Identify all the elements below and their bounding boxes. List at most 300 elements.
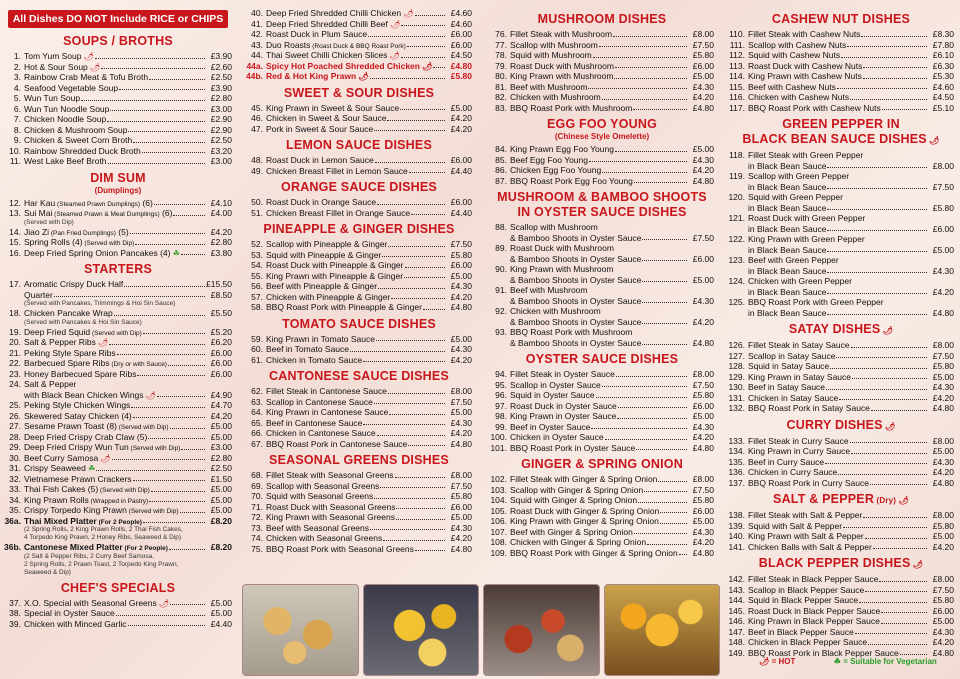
menu-item [490, 306, 714, 317]
item-name-text: Beef with Mushroom [510, 81, 588, 92]
item-price: £4.80 [932, 403, 954, 413]
menu-item [728, 40, 954, 51]
item-price: £7.50 [692, 232, 714, 243]
menu-item [246, 260, 472, 271]
item-price: £8.00 [932, 340, 954, 350]
dot-leader [110, 104, 205, 112]
menu-item [246, 61, 472, 72]
section-heading-text: GINGER & SPRING ONION [521, 457, 683, 471]
item-name-text: Squid in Oyster Sauce [510, 390, 595, 400]
dot-leader [827, 308, 927, 316]
menu-item [728, 297, 954, 308]
item-price: £15.50 [206, 279, 232, 289]
dot-leader [825, 457, 927, 465]
menu-item [4, 495, 232, 506]
item-name-text: Scallop with Ginger & Spring Onion [510, 484, 644, 495]
dot-leader [401, 50, 445, 58]
item-name-text: Roast Duck with Cashew Nuts [748, 60, 863, 71]
item-price: £2.50 [210, 135, 232, 145]
dot-leader [108, 156, 205, 164]
dot-leader [838, 467, 927, 475]
legend [740, 657, 956, 666]
item-name [24, 516, 142, 527]
item-description-text: (Served with Dip) [91, 329, 142, 337]
dot-leader [387, 113, 445, 121]
menu-item [728, 340, 954, 351]
legend-hot: 🌶 = HOT [759, 657, 796, 666]
section-heading [246, 180, 472, 195]
item-price: £4.30 [450, 281, 472, 291]
menu-item [4, 453, 232, 464]
item-name [748, 192, 843, 203]
no-rice-banner: All Dishes DO NOT Include RICE or CHIPS [8, 10, 228, 28]
dot-leader [642, 233, 687, 241]
item-number: 84. [495, 144, 507, 154]
dot-leader [423, 302, 445, 310]
chili-icon: 🌶 [95, 338, 109, 347]
item-number: 146. [728, 616, 745, 626]
item-name [510, 275, 641, 286]
dot-leader [599, 40, 687, 48]
item-name-text: Squid with Green Pepper [748, 192, 843, 202]
item-name-text: Honey Barbecued Spare Ribs [24, 368, 137, 379]
item-price: £2.60 [210, 61, 232, 72]
item-name-text: Chicken in Sweet & Sour Sauce [266, 113, 387, 123]
item-name-text: King Prawn with Salt & Pepper [748, 531, 864, 541]
section-heading-note-text: (Dry) [876, 496, 897, 505]
item-name [266, 250, 381, 261]
item-price: £3.90 [210, 51, 232, 61]
spacer [839, 255, 954, 266]
item-name [748, 203, 826, 214]
item-number: 61. [251, 354, 263, 365]
item-name-text: BBQ Roast Pork Egg Foo Young [510, 175, 633, 186]
item-price: £2.80 [210, 237, 232, 247]
item-qty [116, 227, 129, 237]
menu-item [246, 208, 472, 219]
dot-leader [169, 542, 205, 550]
item-number: 64. [251, 407, 263, 417]
item-name [266, 8, 414, 19]
menu-item [728, 203, 954, 214]
item-number: 79. [495, 60, 507, 71]
item-number: 37. [9, 597, 21, 608]
item-name-text: Thai Sweet Chilli Chicken Slices [266, 50, 388, 60]
chili-icon: 🌶 [882, 421, 896, 431]
item-number: 112. [729, 50, 745, 60]
item-name [266, 103, 399, 114]
item-number: 3. [13, 72, 21, 82]
item-number: 91. [495, 285, 507, 295]
dot-leader [642, 275, 687, 283]
item-price: £7.50 [932, 350, 954, 361]
item-number: 11. [9, 156, 21, 166]
item-name-text: Fillet Steak with Salt & Pepper [748, 510, 863, 520]
menu-item [728, 542, 954, 553]
item-price: £4.30 [692, 295, 714, 306]
item-name [24, 463, 95, 474]
dot-leader [363, 418, 445, 426]
item-name [266, 407, 388, 418]
item-number: 30. [9, 452, 21, 463]
item-number: 13. [9, 208, 21, 218]
item-name-text: Duo Roasts [266, 39, 311, 50]
item-name [266, 439, 407, 450]
dot-leader [135, 237, 205, 245]
item-name-text: King Prawn with Cashew Nuts [748, 71, 862, 81]
item-price: £5.00 [210, 597, 232, 608]
section-heading-note [874, 496, 896, 505]
item-price: £4.80 [450, 60, 472, 71]
menu-item [4, 348, 232, 359]
item-number: 123. [728, 255, 745, 265]
menu-item [246, 428, 472, 439]
item-number: 20. [9, 337, 21, 347]
dot-leader [433, 61, 445, 69]
menu-item [490, 422, 714, 433]
item-number [490, 233, 510, 244]
item-note: (2 Salt & Pepper Ribs, 2 Curry Beef Samosa, [24, 552, 155, 560]
menu-item [490, 338, 714, 349]
menu-item [728, 182, 954, 193]
item-name [748, 245, 826, 256]
menu-item [728, 287, 954, 298]
item-price: £6.00 [210, 368, 232, 379]
item-name-text: Deep Fried Spring Onion Pancakes (4) [24, 247, 171, 258]
item-name [24, 400, 130, 411]
item-price: £4.90 [210, 389, 232, 400]
dot-leader [95, 51, 205, 59]
item-number: 103. [490, 484, 507, 495]
menu-item [4, 390, 232, 401]
item-description [117, 424, 169, 431]
item-number [728, 287, 748, 298]
item-name-text: Deep Fried Crispy Wun Tun [24, 442, 129, 452]
item-name-text: Scallop with Mushroom [510, 222, 598, 232]
dot-leader [865, 531, 927, 539]
item-name [24, 442, 180, 453]
item-name-text: Chicken with Ginger & Spring Onion [510, 537, 647, 547]
menu-item [246, 197, 472, 208]
item-price: £6.10 [932, 50, 954, 60]
menu-item [246, 71, 472, 82]
item-number: 139. [728, 520, 745, 531]
item-description-text: (Roast Duck & BBQ Roast Pork) [312, 42, 406, 50]
item-number: 98. [495, 411, 507, 421]
item-name-text: BBQ Roast Pork with Seasonal Greens [266, 543, 414, 554]
item-name-text: Scallop with Cashew Nuts [748, 39, 847, 50]
item-name-text: Deep Fried Shredded Chilli Chicken [266, 8, 402, 18]
fried-chicken-photo [363, 584, 480, 676]
item-name [266, 71, 369, 82]
dot-leader [830, 361, 927, 369]
dot-leader [107, 114, 205, 122]
section-heading [246, 86, 472, 101]
item-name [510, 264, 613, 275]
item-name [510, 516, 659, 527]
item-name [24, 505, 179, 516]
section-heading-text: SEASONAL GREENS DISHES [269, 453, 449, 467]
item-number: 129. [728, 371, 745, 382]
section-heading-text: GREEN PEPPER IN [782, 117, 900, 131]
item-price: £5.00 [450, 102, 472, 113]
item-qty-text: Quarter [24, 289, 53, 300]
item-name [266, 124, 373, 135]
item-name [748, 606, 880, 617]
item-name-text: Spring Rolls (4) [24, 237, 83, 247]
spacer [849, 171, 954, 182]
item-name [24, 198, 153, 209]
menu-item [246, 355, 472, 366]
item-number: 49. [251, 165, 263, 176]
item-number: 23. [9, 368, 21, 379]
dot-leader [847, 40, 927, 48]
item-number: 130. [728, 382, 745, 392]
item-name-text: & Bamboo Shoots in Oyster Sauce [510, 295, 642, 306]
item-name-text: Rainbow Crab Meat & Tofu Broth [24, 72, 149, 82]
item-name [510, 165, 601, 176]
menu-item [728, 595, 954, 606]
item-name-text: Fillet Steak with Cashew Nuts [748, 29, 861, 39]
section-heading-text: MUSHROOM DISHES [537, 12, 667, 26]
dot-leader [882, 103, 927, 111]
dot-leader [380, 481, 445, 489]
menu-item [4, 198, 232, 209]
item-price: £4.80 [692, 547, 714, 558]
menu-item [490, 92, 714, 103]
menu-item [4, 279, 232, 290]
menu-column-4 [728, 0, 954, 679]
menu-item [490, 243, 714, 254]
menu-item [246, 512, 472, 523]
item-description-text: (For 2 People) [124, 545, 168, 552]
dot-leader [863, 71, 927, 79]
item-name [748, 234, 865, 245]
item-name-text: Crispy Seaweed [24, 463, 86, 473]
section-heading [490, 457, 714, 472]
dot-leader [679, 548, 687, 556]
chili-icon: 🌶 [98, 453, 111, 463]
item-name [24, 72, 148, 83]
item-name-text: BBQ Roast Pork in Satay Sauce [748, 403, 870, 413]
dot-leader [415, 8, 445, 16]
item-name [748, 297, 884, 308]
item-price: £4.80 [692, 175, 714, 186]
item-name-text: Squid in Black Pepper Sauce [748, 595, 859, 605]
item-name-text: in Black Bean Sauce [748, 181, 827, 192]
item-number: 35. [9, 505, 21, 515]
dot-leader [900, 648, 927, 656]
item-price: £4.40 [450, 165, 472, 176]
item-number [490, 296, 510, 307]
item-name-text: Wun Tun Noodle Soup [24, 103, 110, 114]
menu-item [490, 516, 714, 527]
item-number: 76. [495, 29, 507, 39]
menu-item [246, 334, 472, 345]
item-name-text: Beef Egg Foo Young [510, 154, 588, 165]
item-price: £5.00 [450, 333, 472, 344]
item-number: 137. [728, 477, 745, 488]
menu-item [246, 470, 472, 481]
dot-leader [173, 208, 205, 216]
item-description [110, 361, 167, 368]
item-name [748, 287, 826, 298]
item-price: £8.00 [692, 369, 714, 379]
item-name-text: Fillet Steak with Ginger & Spring Onion [510, 474, 658, 484]
menu-item [4, 308, 232, 319]
menu-item [4, 208, 232, 219]
menu-column-1 [4, 0, 232, 679]
item-name-text: Roast Duck with Ginger & Spring Onion [510, 505, 660, 516]
menu-item [4, 542, 232, 553]
menu-item [246, 281, 472, 292]
section-heading [728, 322, 954, 338]
item-name-text: Squid in Satay Sauce [748, 361, 830, 371]
item-price: £5.00 [210, 494, 232, 505]
dot-leader [149, 495, 205, 503]
item-name [748, 29, 860, 40]
item-name-text: Beef with Mushroom [510, 285, 588, 295]
dot-leader [843, 521, 927, 529]
item-name-text: Hot & Sour Soup [24, 61, 88, 72]
menu-item [246, 124, 472, 135]
item-price: £3.80 [210, 247, 232, 258]
dot-leader [605, 432, 687, 440]
item-number: 105. [490, 505, 507, 516]
item-note: (Served with Pancakes & Hoi Sin Sauce) [24, 318, 142, 326]
item-price: £8.30 [932, 29, 954, 39]
item-price: £6.30 [932, 60, 954, 71]
item-price: £5.00 [932, 531, 954, 541]
item-name-text: Chicken & Mushroom Soup [24, 124, 128, 135]
item-name [24, 237, 134, 248]
menu-item [4, 104, 232, 115]
item-name [748, 510, 862, 521]
item-price: £5.00 [692, 274, 714, 285]
menu-item [490, 155, 714, 166]
item-name [510, 233, 641, 244]
item-name [24, 432, 147, 443]
dot-leader [855, 627, 927, 635]
item-number: 58. [251, 302, 263, 312]
dot-leader [868, 637, 927, 645]
item-price: £5.00 [210, 421, 232, 431]
item-price: £4.20 [932, 392, 954, 403]
item-name-text: Chicken Balls with Salt & Pepper [748, 541, 872, 552]
item-name [748, 542, 872, 553]
menu-item [490, 380, 714, 391]
item-name [510, 144, 614, 155]
section-heading [246, 453, 472, 468]
menu-item [728, 266, 954, 277]
item-price: £7.50 [932, 181, 954, 192]
menu-item [490, 103, 714, 114]
item-number: 6. [13, 103, 21, 114]
dot-leader [374, 491, 445, 499]
item-price: £4.20 [932, 467, 954, 477]
item-price: £6.00 [450, 260, 472, 270]
item-name [510, 50, 592, 61]
item-name [748, 71, 862, 82]
item-name-text: in Black Bean Sauce [748, 160, 827, 171]
section-heading [490, 12, 714, 27]
item-name-text: Chicken in Tomato Sauce [266, 354, 363, 365]
item-number [490, 338, 510, 349]
item-name [510, 369, 615, 380]
item-name [24, 474, 132, 485]
item-description-text: (Served with Dip) [130, 445, 181, 452]
item-number: 8. [13, 124, 21, 135]
item-description [97, 519, 142, 526]
item-name [748, 446, 850, 457]
dot-leader [388, 239, 445, 247]
menu-item [4, 442, 232, 453]
menu-column-3 [490, 0, 714, 679]
item-price: £4.50 [932, 92, 954, 102]
dot-leader [852, 372, 927, 380]
item-number: 131. [728, 392, 745, 403]
item-name [748, 171, 849, 182]
item-name-text: BBQ Roast Pork with Mushroom [510, 102, 633, 113]
item-name [266, 502, 395, 513]
item-number [490, 254, 510, 265]
section-heading [490, 190, 714, 205]
item-name [266, 470, 394, 481]
item-number: 29. [9, 442, 21, 452]
item-name-text: King Prawn Rolls [24, 494, 89, 505]
item-number: 142. [728, 574, 745, 584]
item-number: 50. [251, 197, 263, 207]
menu-item [490, 82, 714, 93]
item-name [266, 523, 369, 534]
dot-leader [851, 340, 927, 348]
item-name [24, 421, 169, 432]
item-name-text: Scallop with Seasonal Greens [266, 480, 380, 491]
item-name [266, 239, 387, 250]
item-price: £5.00 [692, 411, 714, 421]
item-name-text: Sui Mai [24, 208, 53, 218]
item-name [510, 506, 659, 517]
menu-item [4, 598, 232, 609]
section-heading [4, 262, 232, 277]
item-price: £5.00 [692, 144, 714, 154]
item-name [266, 208, 410, 219]
item-name [510, 29, 612, 40]
item-price: £5.00 [692, 516, 714, 526]
item-price: £4.20 [450, 533, 472, 543]
item-name-text: BBQ Roast Pork with Cashew Nuts [748, 102, 881, 113]
item-description-text: (Dry or with Sauce) [111, 361, 167, 368]
item-name-text: King Prawn in Black Pepper Sauce [748, 616, 880, 626]
item-number [728, 182, 748, 193]
item-price: £5.00 [210, 484, 232, 494]
item-name-text: Chicken in Oyster Sauce [510, 432, 604, 442]
menu-item [490, 327, 714, 338]
item-price: £5.00 [932, 371, 954, 382]
item-name-text: Fillet Steak in Curry Sauce [748, 435, 849, 446]
menu-item [728, 382, 954, 393]
item-number: 72. [251, 512, 263, 522]
menu-item [728, 308, 954, 319]
item-number [728, 266, 748, 277]
section-heading-text: TOMATO SAUCE DISHES [282, 316, 436, 331]
dot-leader [644, 485, 687, 493]
menu-item [246, 491, 472, 502]
item-name [24, 598, 169, 609]
item-name [24, 608, 115, 619]
item-name [24, 93, 80, 104]
menu-item [4, 227, 232, 238]
